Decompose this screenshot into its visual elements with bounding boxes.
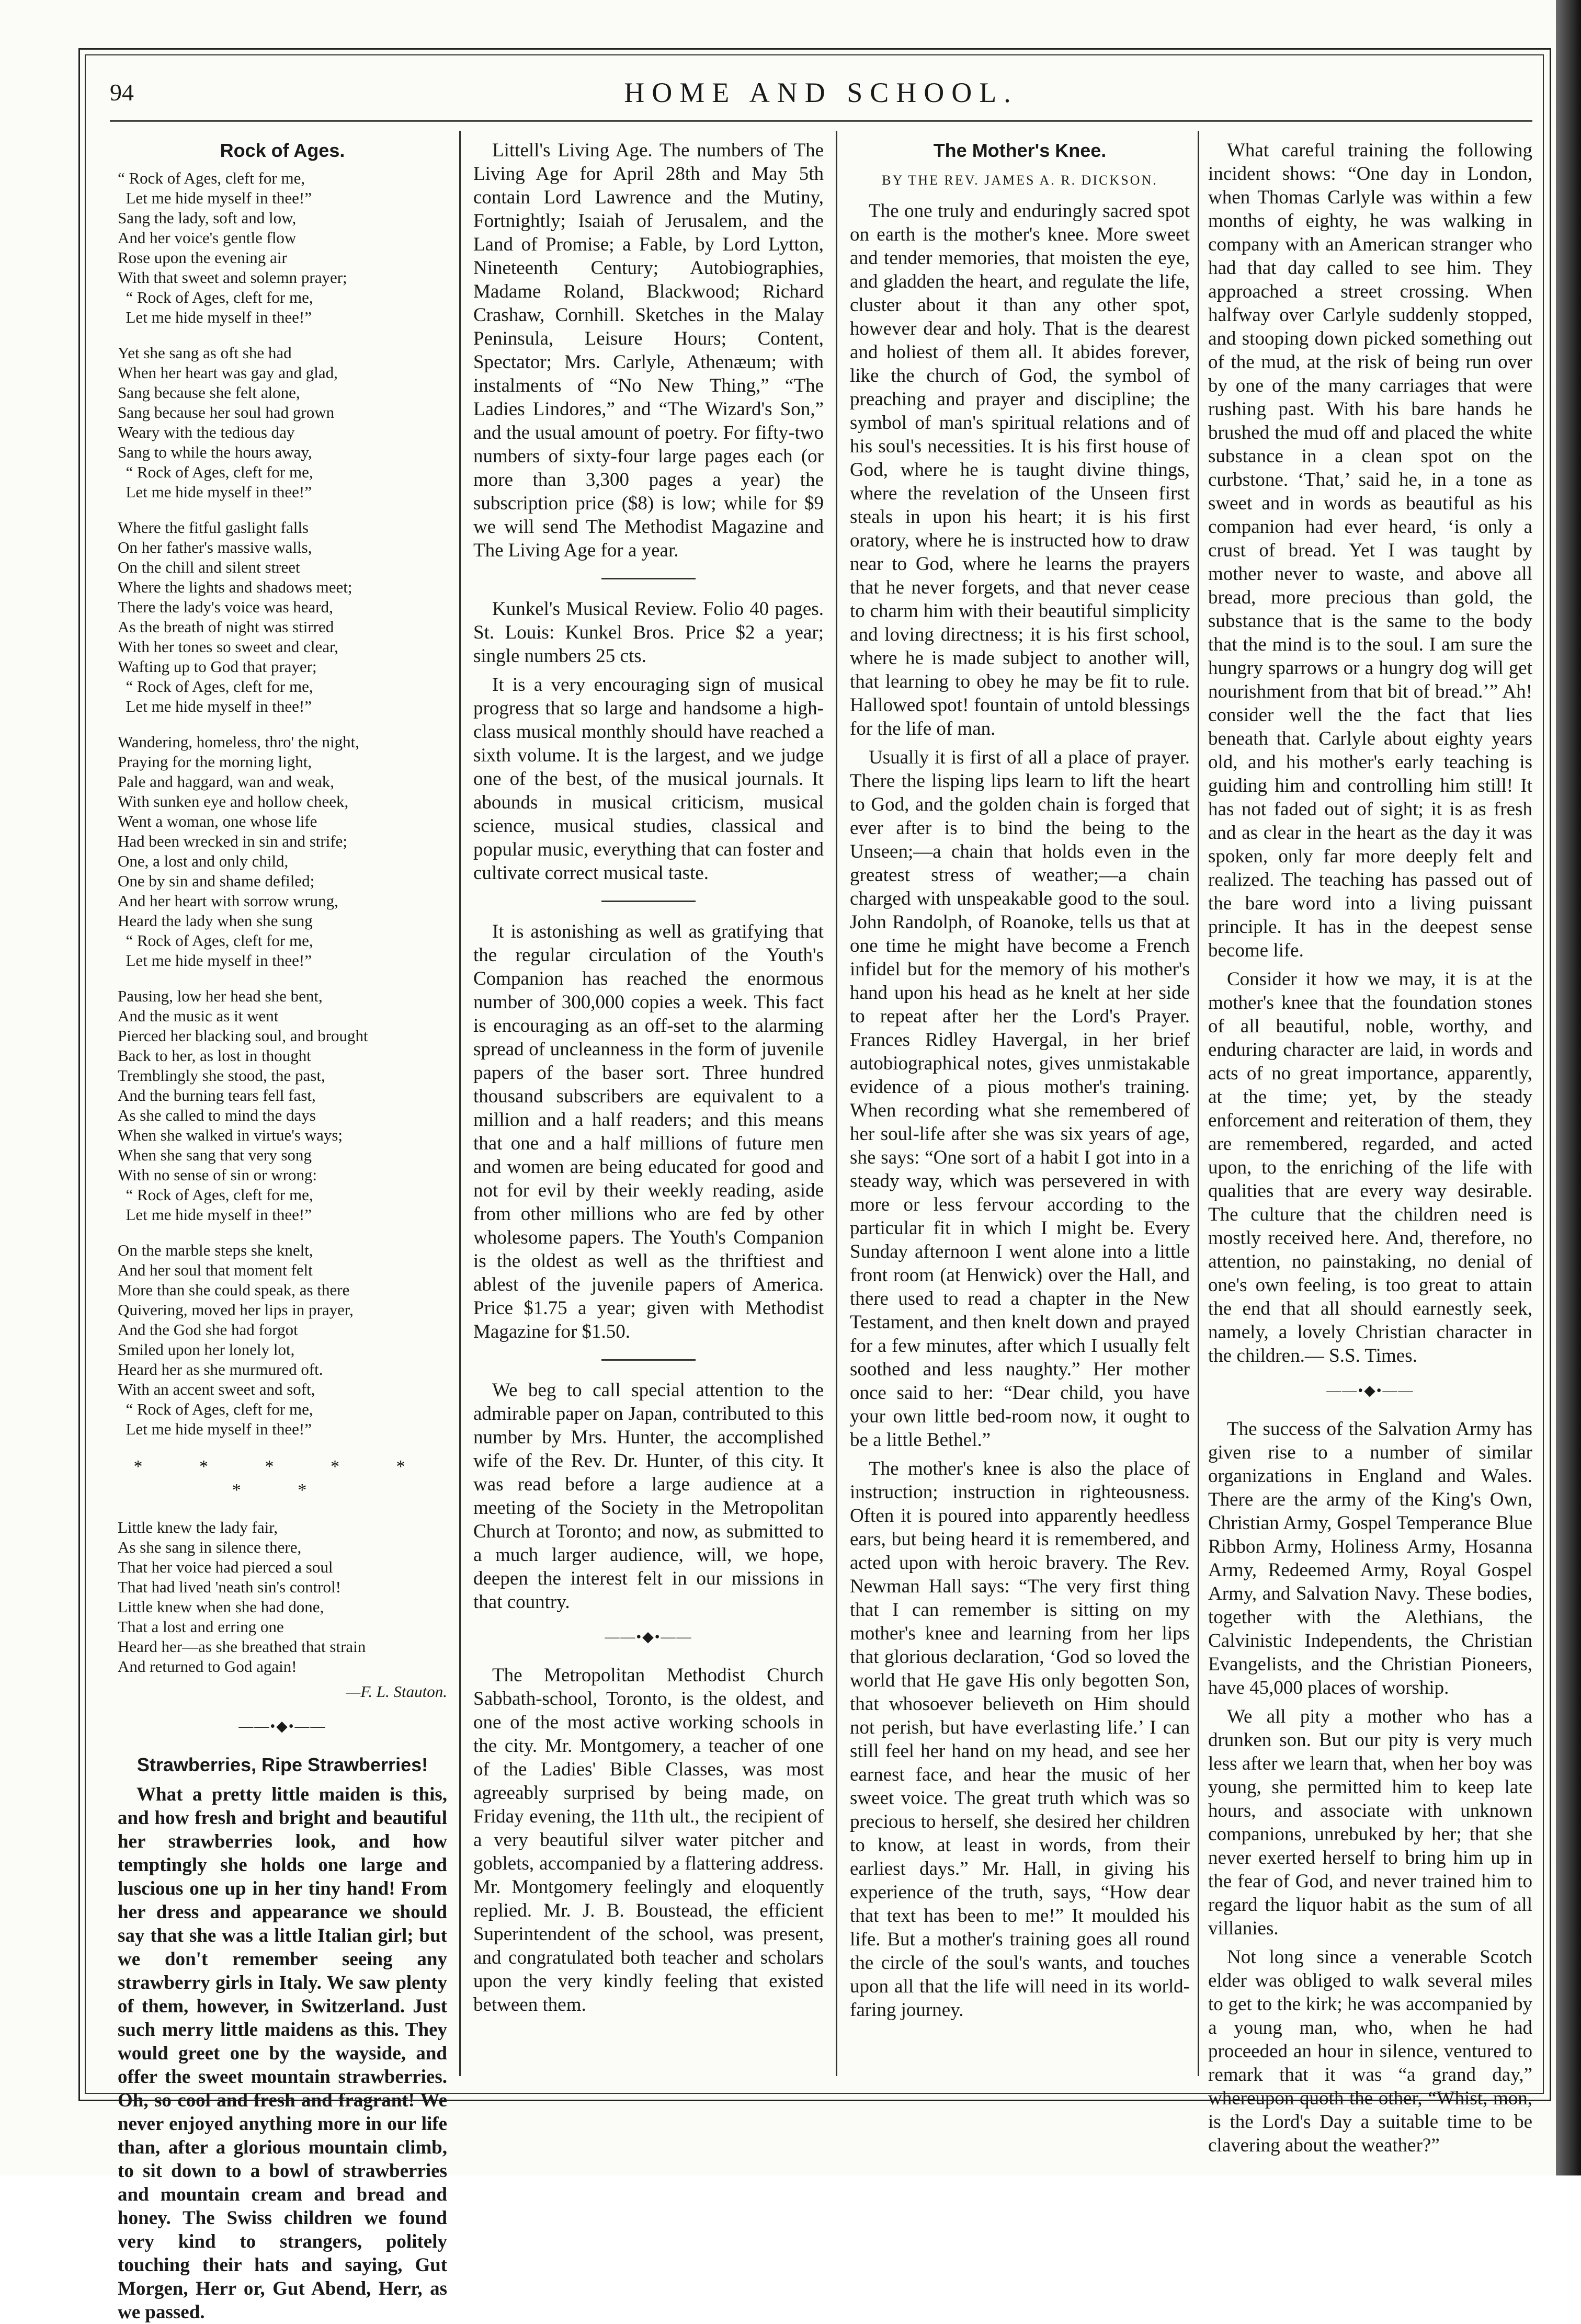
column-2 — [473, 139, 824, 2074]
column-rule — [459, 131, 461, 2076]
poem-line: Went a woman, one whose life — [118, 812, 317, 830]
poem-line: Heard her—as she breathed that strain — [118, 1637, 366, 1656]
poem-line: Weary with the tedious day — [118, 423, 295, 441]
article-paragraph: Kunkel's Musical Review. Folio 40 pages. St. Louis: Kunkel Bros. Price $2 a year; single numbers 25 cts. — [473, 598, 824, 667]
poem-signature: —F. L. Stauton. — [346, 1682, 447, 1701]
page-header — [110, 73, 1532, 115]
page-number: 94 — [110, 79, 134, 106]
poem-line: Where the lights and shadows meet; — [118, 578, 352, 596]
article-paragraph: Consider it how we may, it is at the mother's knee that the foundation stones of all beautiful, noble, worthy, and enduring character are laid, in words and acts of no great importance, apparently, at the time; yet, by the steady enforcement and reiteration of them, they are remembered, regarded, and acted upon, to the enriching of the life with qualities that are every way desirable. The culture that the children need is mostly received here. And, therefore, no attention, no painstaking, no denial of one's own feeling, is too great to attain the end that all should earnestly seek, namely, a lovely Christian character in the children.— S.S. Times. — [1208, 969, 1532, 1366]
article-paragraph: It is a very encouraging sign of musical progress that so large and handsome a high-class musical monthly should have reached a sixth volume. It is the largest, and we judge one of the best, of the musical journals. It abounds in musical criticism, musical science, musical studies, classical and popular music, everything that can foster and cultivate correct musical taste. — [473, 674, 824, 884]
poem-line: There the lady's voice was heard, — [118, 598, 333, 616]
article-paragraph: The Metropolitan Methodist Church Sabbath-school, Toronto, is the oldest, and one of the most active working schools in the city. Mr. Montgomery, a teacher of one of the Ladies' Bible Classes, was most agreeably surprised by being made, on Friday evening, the 11th ult., the recipient of a very beautiful silver water pitcher and goblets, accompanied by a flattering address. Mr. Montgomery feelingly and eloquently replied. Mr. J. B. Boustead, the efficient Superintendent of the school, was present, and congratulated both teacher and scholars upon the very kindly feeling that existed between them. — [473, 1665, 824, 2015]
poem-line: Pale and haggard, wan and weak, — [118, 772, 335, 791]
article-byline: BY THE REV. JAMES A. R. DICKSON. — [882, 173, 1158, 188]
section-ornament: ——•◆•—— — [605, 1629, 692, 1645]
poem-line: With an accent sweet and soft, — [118, 1380, 315, 1398]
poem-line: With her tones so sweet and clear, — [118, 637, 338, 656]
article-paragraph: Usually it is first of all a place of prayer. There the lisping lips learn to lift the heart to God, and the golden chain is forged that ever after is to bind the being to the Unseen;—a chain that holds even in the greatest stress of weather;—a chain charged with unspeakable good to the soul. John Randolph, of Roanoke, tells us that at one time he might have become a French infidel but for the memory of his mother's hand upon his head as he knelt at her side to repeat after her the Lord's Prayer. Frances Ridley Havergal, in her brief autobiographical notes, gives unmistakable evidence of a pious mother's training. When recording what she remembered of her soul-life after she was six years of age, she says: “One sort of a habit I got into in a steady way, which was persevered in with more or less fervour according to the particular fit in which I might be. Every Sunday afternoon I went alone into a little front room (at Henwick) over the Hall, and there used to read a chapter in the New Testament, and then knelt down and prayed for a few minutes, after which I usually felt soothed and less naughty.” Her mother once said to her: “Dear child, you have your own little bed-room now, it ought to be a little Bethel.” — [850, 747, 1190, 1451]
column-4 — [1208, 139, 1532, 2156]
poem-line: Sang because her soul had grown — [118, 403, 335, 421]
poem-line: Let me hide myself in thee!” — [118, 189, 312, 207]
poem-line: As she sang in silence there, — [118, 1538, 302, 1556]
poem-line: Praying for the morning light, — [118, 753, 312, 771]
poem-line: Where the fitful gaslight falls — [118, 518, 309, 537]
poem-line: “ Rock of Ages, cleft for me, — [118, 1400, 313, 1418]
poem-line: On the chill and silent street — [118, 558, 300, 576]
column-3 — [850, 139, 1190, 2074]
poem-line: As the breath of night was stirred — [118, 618, 334, 636]
poem-line: That had lived 'neath sin's control! — [118, 1578, 341, 1596]
poem-line: More than she could speak, as there — [118, 1281, 350, 1299]
article-paragraph: We all pity a mother who has a drunken son. But our pity is very much less after we learn that, when her boy was young, she permitted him to keep late hours, and associate with unknown companions, unrebuked by her; that she never exerted herself to bring him up in the fear of God, and never trained him to regard the liquor habit as the sum of all villanies. — [1208, 1706, 1532, 1939]
poem-line: And the burning tears fell fast, — [118, 1086, 316, 1104]
poem-line: Little knew the lady fair, — [118, 1518, 278, 1536]
poem-line: That a lost and erring one — [118, 1617, 284, 1636]
poem-line: “ Rock of Ages, cleft for me, — [118, 169, 305, 187]
poem-line: One, a lost and only child, — [118, 852, 289, 870]
poem-line: “ Rock of Ages, cleft for me, — [118, 931, 313, 950]
poem-line: And her heart with sorrow wrung, — [118, 892, 338, 910]
poem-line: Let me hide myself in thee!” — [118, 1420, 312, 1438]
poem-line: That her voice had pierced a soul — [118, 1558, 333, 1576]
poem-line: On the marble steps she knelt, — [118, 1241, 313, 1259]
poem-line: And her soul that moment felt — [118, 1261, 313, 1279]
poem-line: Let me hide myself in thee!” — [118, 483, 312, 501]
section-stars: * * * * * * * — [133, 1457, 431, 1500]
poem-line: With sunken eye and hollow cheek, — [118, 792, 349, 811]
poem-line: Wandering, homeless, thro' the night, — [118, 733, 359, 751]
column-rule — [836, 131, 837, 2076]
poem-line: Rose upon the evening air — [118, 248, 287, 267]
poem-line: Sang because she felt alone, — [118, 383, 300, 402]
poem-line: With that sweet and solemn prayer; — [118, 268, 347, 287]
poem-line: As she called to mind the days — [118, 1106, 316, 1124]
poem-line: Let me hide myself in thee!” — [118, 697, 312, 715]
poem-line: Let me hide myself in thee!” — [118, 308, 312, 326]
poem-line: When she sang that very song — [118, 1146, 312, 1164]
article-paragraph: It is astonishing as well as gratifying that the regular circulation of the Youth's Companion has reached the enormous number of 300,000 copies a week. This fact is encouraging as an off-set to the alarming spread of uncleanness in the form of juvenile papers of the baser sort. Three hundred thousand subscribers are equivalent to a million and a half readers; and this means that one and a half millions of future men and women are being educated for good and not for evil by their weekly reading, aside from other millions who are fed by other wholesome papers. The Youth's Companion is the oldest as well as the thriftiest and ablest of the juvenile papers of America. Price $1.75 a year; given with Methodist Magazine for $1.50. — [473, 921, 824, 1342]
poem-line: With no sense of sin or wrong: — [118, 1166, 317, 1184]
column-1 — [118, 139, 447, 2323]
poem-line: Little knew when she had done, — [118, 1598, 324, 1616]
article-paragraph: What a pretty little maiden is this, and how fresh and bright and beautiful her strawberries look, and how temptingly she holds one large and luscious one up in her tiny hand! From her dress and appearance we should say that she was a little Italian girl; but we don't remember seeing any strawberry girls in Italy. We saw plenty of them, however, in Switzerland. Just such merry little maidens as this. They would greet one by the wayside, and offer the sweet mountain strawberries. Oh, so cool and fresh and fragrant! We never enjoyed anything more in our life than, after a glorious mountain climb, to sit down to a bowl of strawberries and mountain cream and bread and honey. The Swiss children we found very kind to strangers, politely touching their hats and saying, Gut Morgen, Herr or, Gut Abend, Herr, as we passed. — [118, 1784, 447, 2323]
poem-line: And returned to God again! — [118, 1657, 297, 1676]
section-ornament: ——•◆•—— — [238, 1718, 326, 1735]
poem-stanza — [118, 732, 447, 971]
poem-stanza — [118, 1518, 447, 1677]
poem-title: Rock of Ages. — [220, 140, 345, 161]
section-rule — [601, 901, 696, 902]
poem-stanza — [118, 1240, 447, 1439]
poem-line: When she walked in virtue's ways; — [118, 1126, 343, 1144]
section-rule — [601, 1359, 696, 1361]
poem-line: One by sin and shame defiled; — [118, 872, 315, 890]
article-paragraph: The success of the Salvation Army has given rise to a number of similar organizations in England and Wales. There are the army of the King's Own, Christian Army, Gospel Temperance Blue Ribbon Army, Holiness Army, Hosanna Army, Redeemed Army, Royal Gospel Army, and Salvation Navy. These bodies, together with the Alethians, the Calvinistic Independents, the Christian Evangelists, and the Christian Pioneers, have 45,000 places of worship. — [1208, 1418, 1532, 1699]
poem-line: Smiled upon her lonely lot, — [118, 1340, 295, 1359]
article-paragraph: The one truly and enduringly sacred spot on earth is the mother's knee. More sweet and tender memories, that moisten the eye, and gladden the heart, and regulate the life, cluster about it than any other spot, however dear and holy. That is the dearest and holiest of them all. It abides forever, like the church of God, the symbol of preaching and prayer and discipline; the symbol of man's spiritual relations and of his soul's necessities. It is his first house of God, where he is taught divine things, where the revelation of the Unseen first steals in upon his heart; it is his first oratory, where he is instructed how to draw near to God, where he learns the prayers that he never forgets, and that never cease to charm him with their beautiful simplicity and loving directness; it is his first school, where he is made subject to another will, that learning to obey he may be fit to rule. Hallowed spot! fountain of untold blessings for the life of man. — [850, 200, 1190, 739]
poem-line: Pausing, low her head she bent, — [118, 987, 323, 1005]
poem-line: Sang the lady, soft and low, — [118, 209, 297, 227]
article-title: Strawberries, Ripe Strawberries! — [137, 1754, 428, 1775]
running-title: HOME AND SCHOOL. — [624, 77, 1018, 108]
poem-line: Heard the lady when she sung — [118, 912, 313, 930]
poem-line: Pierced her blacking soul, and brought — [118, 1027, 368, 1045]
article-paragraph: We beg to call special attention to the admirable paper on Japan, contributed to this number by Mrs. Hunter, the accomplished wife of the Rev. Dr. Hunter, of this city. It was read before a large audience at a meeting of the Society in the Metropolitan Church at Toronto; and now, as submitted to a much larger audience, will, we hope, deepen the interest felt in our missions in that country. — [473, 1380, 824, 1613]
poem-line: “ Rock of Ages, cleft for me, — [118, 288, 313, 306]
article-paragraph: The mother's knee is also the place of instruction; instruction in righteousness. Often it is poured into apparently heedless ears, but being heard it is remembered, and acted upon with heroic bravery. The Rev. Newman Hall says: “The very first thing that I can remember is sitting on my mother's knee and learning from her lips that glorious declaration, ‘God so loved the world that He gave His only begotten Son, that whosoever believeth on Him should not perish, but have everlasting life.’ I can still feel her hand on my head, and see her earnest face, and hear the music of her sweet voice. The great truth which was so precious to herself, she desired her children to know, at least in words, from their earliest days.” Mr. Hall, in giving his experience of the truth, says, “How dear that text has been to me!” It moulded his life. But a mother's training goes all round the circle of the soul's wants, and touches upon all that the life will need in its world-faring journey. — [850, 1458, 1190, 2021]
article-paragraph: What careful training the following incident shows: “One day in London, when Thomas Carlyle was within a few months of eighty, he was walking in company with an American stranger who had that day called to see him. They approached a street crossing. When halfway over Carlyle suddenly stopped, and stooping down picked something out of the mud, at the risk of being run over by one of the many carriages that were rushing past. With his bare hands he brushed the mud off and placed the white substance in a clean spot on the curbstone. ‘That,’ said he, in a tone as sweet and in words as beautiful as his companion had ever heard, ‘is only a crust of bread. Yet I was taught by mother never to waste, and above all bread, more precious than gold, the substance that is the same to the body that the mind is to the soul. I am sure the hungry sparrows or a hungry dog will get nourishment from that bit of bread.’” Ah! consider well the the fact that lies beneath that. Carlyle about eighty years old, and his mother's early teaching is guiding him and controlling him still! It has not faded out of sight; it is as fresh and as clear in the heart as the day it was spoken, only far more deeply felt and realized. The teaching has passed out of the bare word into a living puissant principle. It has in the deepest sense become life. — [1208, 140, 1532, 961]
poem-stanza — [118, 168, 447, 327]
poem-line: Sang to while the hours away, — [118, 443, 312, 461]
poem-line: Heard her as she murmured oft. — [118, 1360, 323, 1379]
section-ornament: ——•◆•—— — [1326, 1383, 1414, 1399]
poem-line: Back to her, as lost in thought — [118, 1046, 311, 1065]
poem-line: And the music as it went — [118, 1007, 279, 1025]
poem-line: Tremblingly she stood, the past, — [118, 1066, 325, 1085]
column-rule — [1198, 131, 1199, 2076]
article-paragraph: Not long since a venerable Scotch elder was obliged to walk several miles to get to the kirk; he was accompanied by a young man, who, when he had proceeded an hour in silence, ventured to remark that it was “a grand day,” whereupon quoth the other, “Whist, mon, is the Lord's Day a suitable time to be clavering about the weather?” — [1208, 1946, 1532, 2156]
poem-line: “ Rock of Ages, cleft for me, — [118, 677, 313, 696]
section-rule — [601, 578, 696, 579]
article-title: The Mother's Knee. — [933, 140, 1107, 161]
poem-line: Let me hide myself in thee!” — [118, 951, 312, 970]
poem-line: Yet she sang as oft she had — [118, 344, 292, 362]
poem-line: “ Rock of Ages, cleft for me, — [118, 463, 313, 481]
poem-line: “ Rock of Ages, cleft for me, — [118, 1186, 313, 1204]
poem-stanza — [118, 518, 447, 716]
poem-stanza — [118, 986, 447, 1225]
poem-line: On her father's massive walls, — [118, 538, 312, 556]
poem-line: Let me hide myself in thee!” — [118, 1205, 312, 1224]
poem-line: When her heart was gay and glad, — [118, 363, 338, 382]
poem-line: And her voice's gentle flow — [118, 229, 297, 247]
poem-line: And the God she had forgot — [118, 1320, 298, 1339]
poem-line: Had been wrecked in sin and strife; — [118, 832, 348, 850]
poem-stanza — [118, 343, 447, 502]
article-paragraph: Littell's Living Age. The numbers of The Living Age for April 28th and May 5th contain Lord Lawrence and the Mutiny, Fortnightly; Isaiah of Jerusalem, and the Land of Promise; a Fable, by Lord Lytton, Nineteenth Century; Autobiographies, Madame Roland, Blackwood; Richard Crashaw, Cornhill. Sketches in the Malay Peninsula, Leisure Hours; Content, Spectator; Mrs. Carlyle, Athenæum; with instalments of “No New Thing,” “The Ladies Lindores,” and “The Wizard's Son,” and the usual amount of poetry. For fifty-two numbers of sixty-four large pages each (or more than 3,300 pages a year) the subscription price ($8) is low; while for $9 we will send The Methodist Magazine and The Living Age for a year. — [473, 140, 824, 561]
header-rule — [110, 120, 1532, 122]
poem-line: Wafting up to God that prayer; — [118, 657, 317, 676]
poem-line: Quivering, moved her lips in prayer, — [118, 1301, 354, 1319]
page-edge-shadow — [1556, 0, 1581, 2175]
